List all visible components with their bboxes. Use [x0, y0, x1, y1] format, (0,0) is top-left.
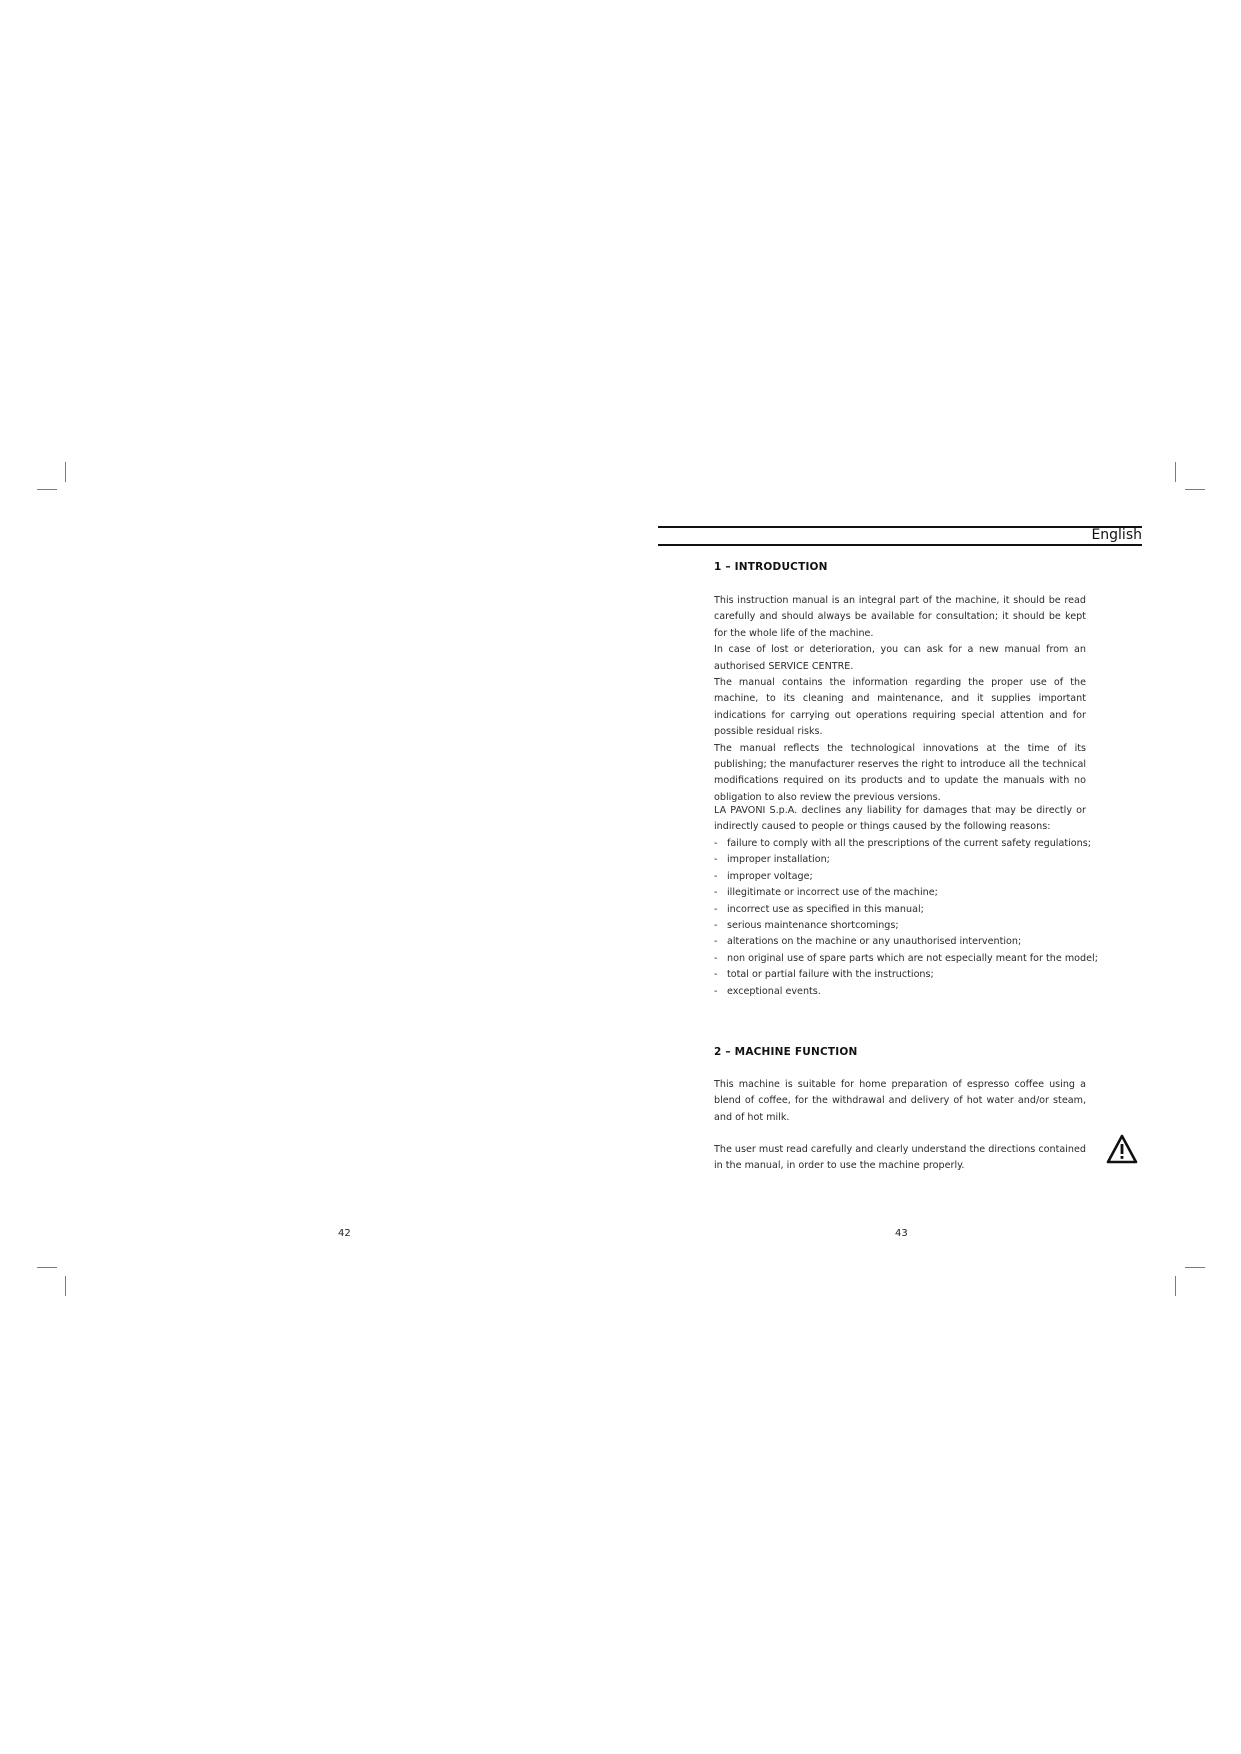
header-rule-top — [658, 526, 1142, 528]
language-label: English — [1091, 527, 1142, 543]
section-heading-machine-function: 2 – MACHINE FUNCTION — [714, 1046, 858, 1058]
crop-mark — [1185, 1267, 1205, 1268]
function-paragraph: This machine is suitable for home preparation of espresso coffee using a blend of coffee, for the withdrawal and delivery of hot water and/or steam, and of hot milk. — [714, 1079, 1086, 1123]
crop-mark — [37, 1267, 57, 1268]
list-item: - failure to comply with all the prescriptions of the current safety regulations; — [714, 838, 1091, 849]
warning-paragraph: The user must read carefully and clearly understand the directions contained in the manual, in order to use the machine properly. — [714, 1144, 1086, 1172]
list-item: - improper installation; — [714, 854, 830, 866]
crop-mark — [1185, 489, 1205, 490]
warning-triangle-icon — [1106, 1134, 1138, 1164]
list-item: - alterations on the machine or any unauthorised intervention; — [714, 936, 1022, 948]
liability-list — [714, 836, 1098, 1000]
crop-mark — [65, 462, 66, 482]
crop-mark — [1175, 1276, 1176, 1296]
crop-mark — [1175, 462, 1176, 482]
page-number-right: 43 — [895, 1228, 908, 1239]
page-number-left: 42 — [338, 1228, 351, 1239]
header-rule-bottom — [658, 544, 1142, 546]
list-item: - illegitimate or incorrect use of the machine; — [714, 887, 938, 899]
list-item: - non original use of spare parts which are not especially meant for the model; — [714, 952, 1098, 964]
section-heading-introduction: 1 – INTRODUCTION — [714, 561, 828, 573]
list-item: - total or partial failure with the instructions; — [714, 969, 934, 981]
intro-paragraph: In case of lost or deterioration, you can ask for a new manual from an authorised SERVICE CENTRE. — [714, 644, 1086, 672]
warning-note — [714, 1142, 1086, 1175]
liability-block — [714, 803, 1086, 836]
crop-mark — [37, 489, 57, 490]
list-item: - incorrect use as specified in this manual; — [714, 903, 924, 915]
liability-paragraph: LA PAVONI S.p.A. declines any liability for damages that may be directly or indirectly caused to people or things caused by the following reasons: — [714, 805, 1086, 833]
list-item: - serious maintenance shortcomings; — [714, 920, 899, 932]
machine-function-text — [714, 1077, 1086, 1126]
crop-mark — [65, 1276, 66, 1296]
intro-paragraph: The manual contains the information regarding the proper use of the machine, to its cleaning and maintenance, and it supplies important indications for carrying out operations requiring special attention and for possible residual risks. — [714, 677, 1086, 738]
intro-paragraph: The manual reflects the technological innovations at the time of its publishing; the manufacturer reserves the right to introduce all the technical modifications required on its products and to update the manuals with no obligation to also review the previous versions. — [714, 742, 1086, 803]
introduction-text — [714, 593, 1086, 806]
list-item: - improper voltage; — [714, 870, 813, 882]
intro-paragraph: This instruction manual is an integral part of the machine, it should be read carefully and should always be available for consultation; it should be kept for the whole life of the machine. — [714, 595, 1086, 639]
list-item: - exceptional events. — [714, 985, 821, 997]
